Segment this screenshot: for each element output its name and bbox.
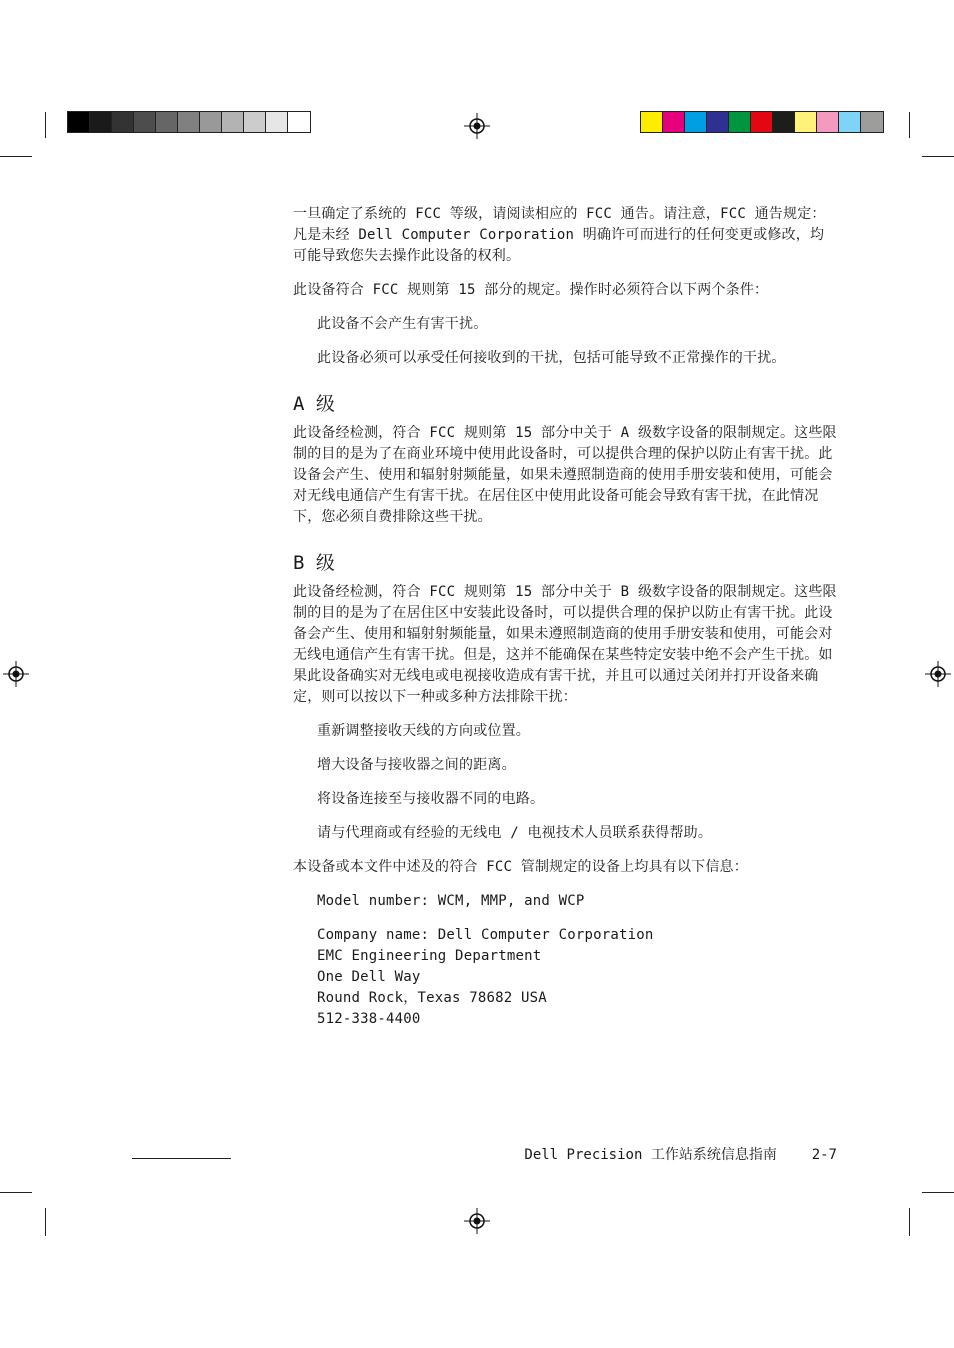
footer-rule (132, 1158, 231, 1159)
color-swatch (222, 112, 244, 132)
color-swatch (729, 112, 751, 132)
remedy-item: 增大设备与接收器之间的距离。 (317, 757, 516, 773)
color-swatch (200, 112, 222, 132)
grayscale-bar (67, 111, 311, 133)
remedy-item: 将设备连接至与接收器不同的电路。 (317, 791, 545, 807)
crop-mark (0, 156, 32, 157)
color-bar (640, 111, 884, 133)
color-swatch (68, 112, 90, 132)
color-swatch (861, 112, 883, 132)
crosshair-target-icon (925, 661, 951, 687)
crop-mark (909, 1208, 910, 1236)
crop-mark (45, 1208, 46, 1236)
color-swatch (685, 112, 707, 132)
color-swatch (178, 112, 200, 132)
company-line: Company name: Dell Computer Corporation (317, 927, 654, 943)
company-info (293, 925, 838, 1030)
page-number: 2-7 (811, 1147, 837, 1163)
color-swatch (156, 112, 178, 132)
color-swatch (707, 112, 729, 132)
condition-item: 此设备不会产生有害干扰。 (317, 316, 488, 332)
class-a-paragraph: 此设备经检测，符合 FCC 规则第 15 部分中关于 A 级数字设备的限制规定。这些限制的目的是为了在商业环境中使用此设备时，可以提供合理的保护以防止有害干扰。此设备会产生、使用和辐射射频能量，如果未遵照制造商的使用手册安装和使用，可能会对无线电通信产生有害干扰。在居住区中使用此设备可能会导致有害干扰，在此情况下，您必须自费排除这些干扰。 (293, 425, 837, 525)
page-footer (524, 1144, 837, 1164)
crosshair-target-icon (464, 113, 490, 139)
color-swatch (641, 112, 663, 132)
color-swatch (112, 112, 134, 132)
color-swatch (751, 112, 773, 132)
crop-mark (909, 112, 910, 138)
conditions-intro: 此设备符合 FCC 规则第 15 部分的规定。操作时必须符合以下两个条件： (293, 282, 769, 298)
color-swatch (134, 112, 156, 132)
class-a-heading: A 级 (293, 393, 335, 415)
color-swatch (266, 112, 288, 132)
color-swatch (288, 112, 310, 132)
crop-mark (0, 1192, 32, 1193)
crosshair-target-icon (3, 661, 29, 687)
remedy-item: 请与代理商或有经验的无线电 / 电视技术人员联系获得帮助。 (317, 825, 713, 841)
color-swatch (773, 112, 795, 132)
crop-mark (45, 112, 46, 138)
color-swatch (90, 112, 112, 132)
company-line: One Dell Way (317, 969, 421, 985)
color-swatch (795, 112, 817, 132)
info-intro: 本设备或本文件中述及的符合 FCC 管制规定的设备上均具有以下信息： (293, 859, 748, 875)
crop-mark (922, 1192, 954, 1193)
intro-paragraph: 一旦确定了系统的 FCC 等级，请阅读相应的 FCC 通告。请注意，FCC 通告规定：凡是未经 Dell Computer Corporation 明确许可而进行的任何变更或修改，均可能导致您失去操作此设备的权利。 (293, 206, 826, 264)
condition-item: 此设备必须可以承受任何接收到的干扰，包括可能导致不正常操作的干扰。 (317, 350, 786, 366)
model-number: Model number: WCM, MMP, and WCP (317, 893, 585, 909)
footer-title: Dell Precision 工作站系统信息指南 (524, 1147, 777, 1163)
color-swatch (817, 112, 839, 132)
color-swatch (663, 112, 685, 132)
company-line: 512-338-4400 (317, 1011, 421, 1027)
remedy-item: 重新调整接收天线的方向或位置。 (317, 723, 530, 739)
company-line: EMC Engineering Department (317, 948, 542, 964)
color-swatch (244, 112, 266, 132)
color-swatch (839, 112, 861, 132)
document-body (293, 204, 838, 1030)
class-b-heading: B 级 (293, 552, 335, 574)
crosshair-target-icon (464, 1208, 490, 1234)
class-b-paragraph: 此设备经检测，符合 FCC 规则第 15 部分中关于 B 级数字设备的限制规定。这些限制的目的是为了在居住区中安装此设备时，可以提供合理的保护以防止有害干扰。此设备会产生、使用和辐射射频能量，如果未遵照制造商的使用手册安装和使用，可能会对无线电通信产生有害干扰。但是，这并不能确保在某些特定安装中绝不会产生干扰。如果此设备确实对无线电或电视接收造成有害干扰，并且可以通过关闭并打开设备来确定，则可以按以下一种或多种方法排除干扰： (293, 584, 837, 705)
crop-mark (922, 156, 954, 157)
company-line: Round Rock，Texas 78682 USA (317, 990, 547, 1006)
